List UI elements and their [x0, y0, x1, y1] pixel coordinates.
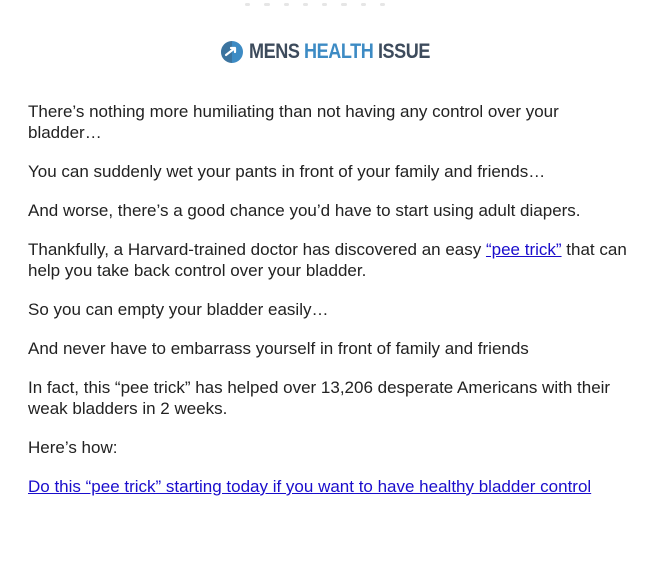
cta-paragraph — [28, 476, 636, 497]
top-divider-dots — [245, 0, 385, 8]
paragraph-5: So you can empty your bladder easily… — [28, 300, 329, 319]
paragraph-2: You can suddenly wet your pants in front of your family and friends… — [28, 162, 546, 181]
mens-health-issue-logo-icon — [220, 40, 244, 64]
brand-logo[interactable] — [220, 40, 431, 64]
paragraph-4-text-before: Thankfully, a Harvard-trained doctor has discovered an easy — [28, 240, 486, 259]
pee-trick-link[interactable]: “pee trick” — [485, 240, 562, 259]
paragraph-7: In fact, this “pee trick” has helped over 13,206 desperate Americans with their weak bladders in 2 weeks. — [28, 378, 611, 418]
brand-header — [0, 40, 651, 64]
brand-name-mens: MENS — [248, 40, 304, 63]
brand-name-health: HEALTH — [303, 40, 378, 63]
paragraph-6: And never have to embarrass yourself in front of family and friends — [28, 339, 529, 358]
brand-name — [249, 40, 430, 64]
paragraph-1: There’s nothing more humiliating than not having any control over your bladder… — [28, 102, 559, 142]
cta-link[interactable]: Do this “pee trick” starting today if you want to have healthy bladder control — [28, 477, 592, 496]
email-body — [28, 101, 636, 515]
paragraph-8: Here’s how: — [28, 438, 118, 457]
paragraph-3: And worse, there’s a good chance you’d have to start using adult diapers. — [28, 201, 581, 220]
paragraph-4 — [28, 239, 636, 281]
paragraph-4-text-after: that can help you take back control over your bladder. — [28, 240, 627, 280]
brand-name-issue: ISSUE — [377, 40, 430, 63]
